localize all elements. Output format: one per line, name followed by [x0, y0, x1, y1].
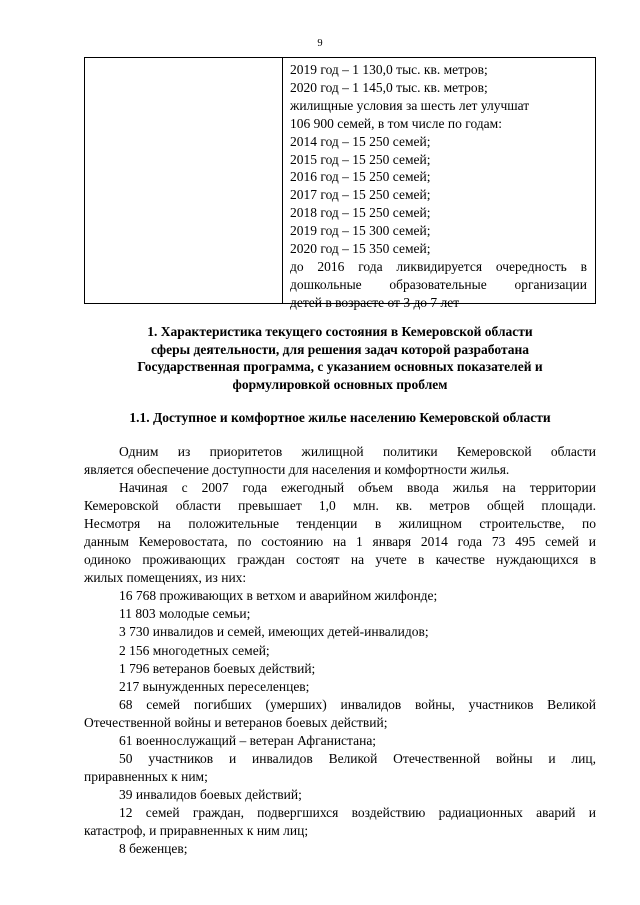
- list-item: 8 беженцев;: [119, 841, 188, 857]
- table-right-cell: [283, 58, 595, 310]
- table-line: 2016 год – 15 250 семей;: [290, 169, 431, 185]
- page-number: 9: [317, 38, 323, 49]
- list-item: 3 730 инвалидов и семей, имеющих детей-инвалидов;: [119, 624, 429, 640]
- section-heading-line: сферы деятельности, для решения задач которой разработана: [150, 341, 530, 357]
- list-item: 68 семей погибших (умерших) инвалидов войны, участников Великой: [119, 696, 596, 712]
- paragraph-line: данным Кемеровостата, по состоянию на 1 января 2014 года 73 495 семей и: [84, 534, 596, 550]
- paragraph-line: жилых помещениях, из них:: [84, 570, 247, 586]
- table-line: 2019 год – 1 130,0 тыс. кв. метров;: [290, 62, 488, 77]
- table-line: 2014 год – 15 250 семей;: [290, 133, 431, 149]
- list-item: 2 156 многодетных семей;: [119, 642, 270, 658]
- list-item-continuation: приравненных к ним;: [84, 768, 208, 784]
- list-item: 50 участников и инвалидов Великой Отечественной войны и лиц,: [119, 750, 596, 766]
- table-line: дошкольные образовательные организации: [290, 276, 587, 292]
- paragraph-line: одиноко проживающих граждан состоят на учете в качестве нуждающихся в: [84, 552, 596, 568]
- section-heading-line: 1. Характеристика текущего состояния в Кемеровской области: [147, 324, 533, 339]
- list-item: 39 инвалидов боевых действий;: [119, 786, 302, 802]
- table-left-cell: [85, 58, 283, 303]
- list-item: 12 семей граждан, подвергшихся воздействию радиационных аварий и: [119, 804, 596, 820]
- list-item: 16 768 проживающих в ветхом и аварийном жилфонде;: [119, 588, 438, 604]
- paragraph-line: Кемеровской области превышает 1,0 млн. кв. метров общей площади.: [84, 498, 596, 514]
- list-item: 61 военнослужащий – ветеран Афганистана;: [119, 732, 377, 748]
- paragraph-line: Начиная с 2007 года ежегодный объем ввода жилья на территории: [119, 480, 596, 496]
- table-line: 2017 год – 15 250 семей;: [290, 187, 431, 203]
- section-heading: [84, 323, 596, 394]
- table-line: 106 900 семей, в том числе по годам:: [290, 115, 502, 131]
- table-line: 2018 год – 15 250 семей;: [290, 205, 431, 221]
- list-item: 1 796 ветеранов боевых действий;: [119, 660, 316, 676]
- list-item-continuation: катастроф, и приравненных к ним лиц;: [84, 822, 309, 838]
- table-line: 2020 год – 15 350 семей;: [290, 241, 431, 257]
- body-text: [84, 443, 596, 858]
- section-heading-line: формулировкой основных проблем: [232, 377, 448, 393]
- table-line: 2019 год – 15 300 семей;: [290, 223, 431, 239]
- subsection-heading: 1.1. Доступное и комфортное жилье населению Кемеровской области: [129, 410, 551, 425]
- table-line: 2015 год – 15 250 семей;: [290, 151, 431, 167]
- section-heading-line: Государственная программа, с указанием основных показателей и: [137, 359, 543, 375]
- list-item: 11 803 молодые семьи;: [119, 606, 251, 622]
- paragraph-line: является обеспечение доступности для населения и комфортности жилья.: [84, 462, 510, 478]
- paragraph-line: Одним из приоритетов жилищной политики Кемеровской области: [119, 444, 596, 459]
- list-item: 217 вынужденных переселенцев;: [119, 678, 310, 694]
- paragraph-line: Несмотря на положительные тенденции в жилищном строительстве, по: [84, 516, 596, 532]
- table-line: 2020 год – 1 145,0 тыс. кв. метров;: [290, 79, 488, 95]
- indicators-table: [84, 57, 596, 310]
- list-item-continuation: Отечественной войны и ветеранов боевых действий;: [84, 714, 388, 730]
- table-line: детей в возрасте от 3 до 7 лет: [290, 294, 460, 310]
- table-line: жилищные условия за шесть лет улучшат: [290, 97, 530, 113]
- table-line: до 2016 года ликвидируется очередность в: [290, 258, 587, 274]
